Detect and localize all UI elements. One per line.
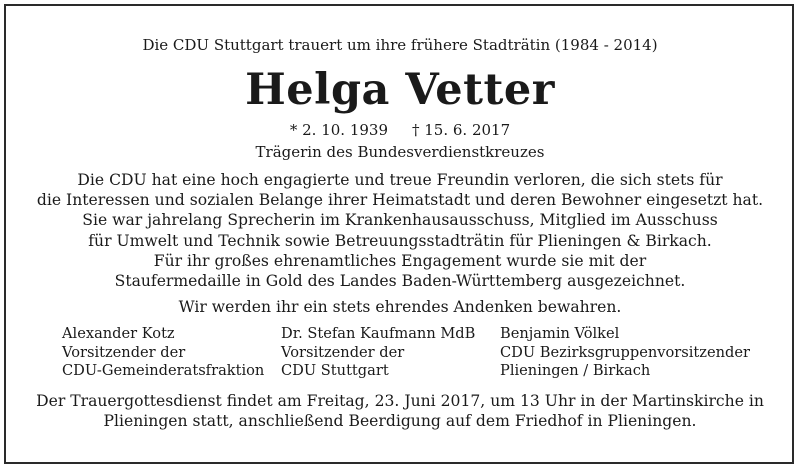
service-info: [0, 391, 800, 431]
signatory-name: Dr. Stefan Kaufmann MdB: [281, 325, 476, 342]
deceased-name: Helga Vetter: [245, 65, 555, 115]
tribute-text: [0, 170, 800, 291]
signatory-role: CDU Bezirksgruppenvorsitzender: [500, 343, 750, 361]
intro-line: Die CDU Stuttgart trauert um ihre frühere Stadträtin (1984 - 2014): [142, 36, 658, 54]
signatory-role: Vorsitzender der: [62, 343, 186, 361]
award-line: Trägerin des Bundesverdienstkreuzes: [255, 143, 545, 161]
tribute-line: die Interessen und sozialen Belange ihrer Heimatstadt und deren Bewohner eingesetzt hat.: [36, 191, 764, 210]
signatory-kaufmann: [281, 325, 475, 381]
life-dates: [0, 121, 800, 139]
signatory-role: CDU-Gemeinderatsfraktion: [62, 362, 265, 379]
closing-line: Wir werden ihr ein stets ehrendes Andenken bewahren.: [178, 298, 622, 316]
signatory-role: Plieningen / Birkach: [500, 362, 651, 379]
signatory-name: Benjamin Völkel: [500, 325, 620, 342]
tribute-line: Für ihr großes ehrenamtliches Engagement wurde sie mit der: [153, 251, 647, 270]
signatory-role: Vorsitzender der: [281, 343, 405, 361]
death-date: † 15. 6. 2017: [412, 121, 511, 139]
signatory-kotz: [62, 325, 264, 381]
birth-date: * 2. 10. 1939: [289, 121, 388, 139]
signatory-voelkel: [500, 325, 750, 381]
signatory-role: CDU Stuttgart: [281, 362, 389, 379]
signatory-name: Alexander Kotz: [62, 325, 175, 342]
tribute-line: Sie war jahrelang Sprecherin im Krankenhausausschuss, Mitglied im Ausschuss: [82, 211, 718, 230]
service-line: Plieningen statt, anschließend Beerdigung auf dem Friedhof in Plieningen.: [103, 412, 697, 431]
tribute-line: Die CDU hat eine hoch engagierte und treue Freundin verloren, die sich stets für: [77, 171, 723, 189]
tribute-line: Staufermedaille in Gold des Landes Baden-Württemberg ausgezeichnet.: [114, 272, 686, 291]
tribute-line: für Umwelt und Technik sowie Betreuungsstadträtin für Plieningen & Birkach.: [88, 231, 712, 250]
service-line: Der Trauergottesdienst findet am Freitag, 23. Juni 2017, um 13 Uhr in der Martinskirche in: [36, 392, 764, 410]
